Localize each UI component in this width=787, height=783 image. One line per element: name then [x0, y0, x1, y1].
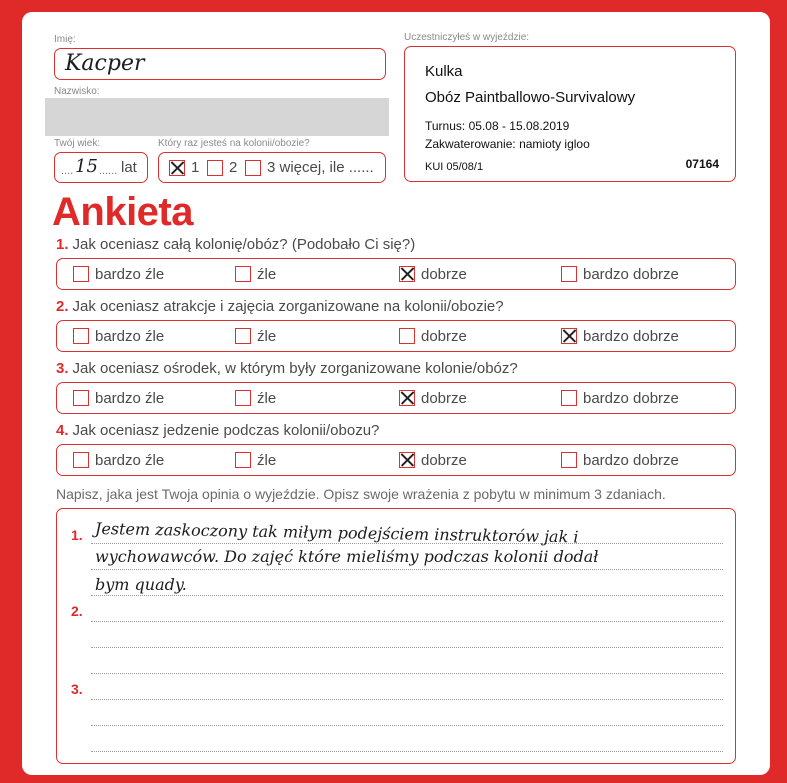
- option-dobrze[interactable]: dobrze: [399, 445, 467, 475]
- option-bardzo-zle[interactable]: bardzo źle: [73, 321, 164, 351]
- option-bardzo-dobrze[interactable]: bardzo dobrze: [561, 259, 679, 289]
- handwritten-line-3: bym quady.: [95, 575, 187, 594]
- age-value: 15: [75, 156, 98, 177]
- opinion-number-2: 2.: [71, 603, 83, 619]
- checkbox-icon[interactable]: [235, 452, 251, 468]
- writing-line: [91, 699, 723, 700]
- checkbox-icon[interactable]: [207, 160, 223, 176]
- writing-line: [91, 751, 723, 752]
- question-4: 4. Jak oceniasz jedzenie podczas kolonii/obozu?: [56, 422, 380, 439]
- participant-label: Uczestniczyłeś w wyjeździe:: [404, 32, 530, 43]
- writing-line: [91, 621, 723, 622]
- camp-title: Obóz Paintballowo-Survivalowy: [425, 89, 636, 106]
- option-zle[interactable]: źle: [235, 259, 276, 289]
- checkbox-icon[interactable]: [561, 328, 577, 344]
- writing-line: [91, 595, 723, 596]
- checkbox-icon[interactable]: [73, 328, 89, 344]
- camp-info-box: [404, 46, 736, 182]
- camp-number: 07164: [685, 157, 719, 171]
- name-field[interactable]: [54, 48, 386, 80]
- option-bardzo-zle[interactable]: bardzo źle: [73, 259, 164, 289]
- checkbox-icon[interactable]: [235, 390, 251, 406]
- question-3: 3. Jak oceniasz ośrodek, w którym były zorganizowane kolonie/obóz?: [56, 360, 518, 377]
- checkbox-icon[interactable]: [73, 266, 89, 282]
- question-1: 1. Jak oceniasz całą kolonię/obóz? (Podobało Ci się?): [56, 236, 416, 253]
- checkbox-icon[interactable]: [561, 390, 577, 406]
- times-label: Który raz jesteś na kolonii/obozie?: [158, 138, 310, 149]
- survey-sheet: [22, 12, 770, 775]
- times-option-3[interactable]: 3 więcej, ile ......: [245, 153, 374, 182]
- answer-row-3: [56, 382, 736, 414]
- writing-line: [91, 725, 723, 726]
- checkbox-icon[interactable]: [561, 452, 577, 468]
- option-bardzo-dobrze[interactable]: bardzo dobrze: [561, 321, 679, 351]
- answer-row-2: [56, 320, 736, 352]
- page-title: Ankieta: [52, 190, 193, 234]
- question-2: 2. Jak oceniasz atrakcje i zajęcia zorganizowane na kolonii/obozie?: [56, 298, 504, 315]
- option-dobrze[interactable]: dobrze: [399, 321, 467, 351]
- opinion-box[interactable]: [56, 508, 736, 764]
- times-option-1[interactable]: 1: [169, 153, 199, 182]
- name-label: Imię:: [54, 34, 76, 45]
- checkbox-icon[interactable]: [561, 266, 577, 282]
- option-zle[interactable]: źle: [235, 321, 276, 351]
- checkbox-icon[interactable]: [73, 452, 89, 468]
- opinion-number-3: 3.: [71, 681, 83, 697]
- handwritten-line-2: wychowawców. Do zajęć które mieliśmy podczas kolonii dodał: [95, 547, 599, 566]
- handwritten-line-1: Jestem zaskoczony tak miłym podejściem instruktorów jak i: [94, 519, 579, 547]
- checkbox-icon[interactable]: [245, 160, 261, 176]
- option-bardzo-zle[interactable]: bardzo źle: [73, 383, 164, 413]
- checkbox-icon[interactable]: [399, 328, 415, 344]
- age-unit: lat: [121, 159, 137, 176]
- checkbox-icon[interactable]: [399, 390, 415, 406]
- answer-row-4: [56, 444, 736, 476]
- checkbox-icon[interactable]: [73, 390, 89, 406]
- option-dobrze[interactable]: dobrze: [399, 259, 467, 289]
- checkbox-icon[interactable]: [169, 160, 185, 176]
- camp-name: Kulka: [425, 63, 463, 80]
- option-zle[interactable]: źle: [235, 383, 276, 413]
- option-bardzo-dobrze[interactable]: bardzo dobrze: [561, 445, 679, 475]
- writing-line: [91, 673, 723, 674]
- option-bardzo-dobrze[interactable]: bardzo dobrze: [561, 383, 679, 413]
- turnus-row: Turnus: 05.08 - 15.08.2019: [425, 119, 570, 133]
- checkbox-icon[interactable]: [235, 266, 251, 282]
- opinion-number-1: 1.: [71, 527, 83, 543]
- option-bardzo-zle[interactable]: bardzo źle: [73, 445, 164, 475]
- option-dobrze[interactable]: dobrze: [399, 383, 467, 413]
- opinion-prompt: Napisz, jaka jest Twoja opinia o wyjeździe. Opisz swoje wrażenia z pobytu w minimum 3 zdaniach.: [56, 486, 666, 502]
- checkbox-icon[interactable]: [235, 328, 251, 344]
- age-field[interactable]: .... 15 ...... lat: [54, 152, 148, 183]
- surname-redacted: [45, 98, 389, 136]
- lodging-row: Zakwaterowanie: namioty igloo: [425, 137, 590, 151]
- times-field: [158, 152, 386, 183]
- answer-row-1: [56, 258, 736, 290]
- writing-line: [91, 569, 723, 570]
- checkbox-icon[interactable]: [399, 266, 415, 282]
- checkbox-icon[interactable]: [399, 452, 415, 468]
- writing-line: [91, 647, 723, 648]
- surname-label: Nazwisko:: [54, 86, 100, 97]
- age-label: Twój wiek:: [54, 138, 101, 149]
- camp-code: KUI 05/08/1: [425, 161, 484, 173]
- name-value: Kacper: [65, 51, 145, 76]
- option-zle[interactable]: źle: [235, 445, 276, 475]
- times-option-2[interactable]: 2: [207, 153, 237, 182]
